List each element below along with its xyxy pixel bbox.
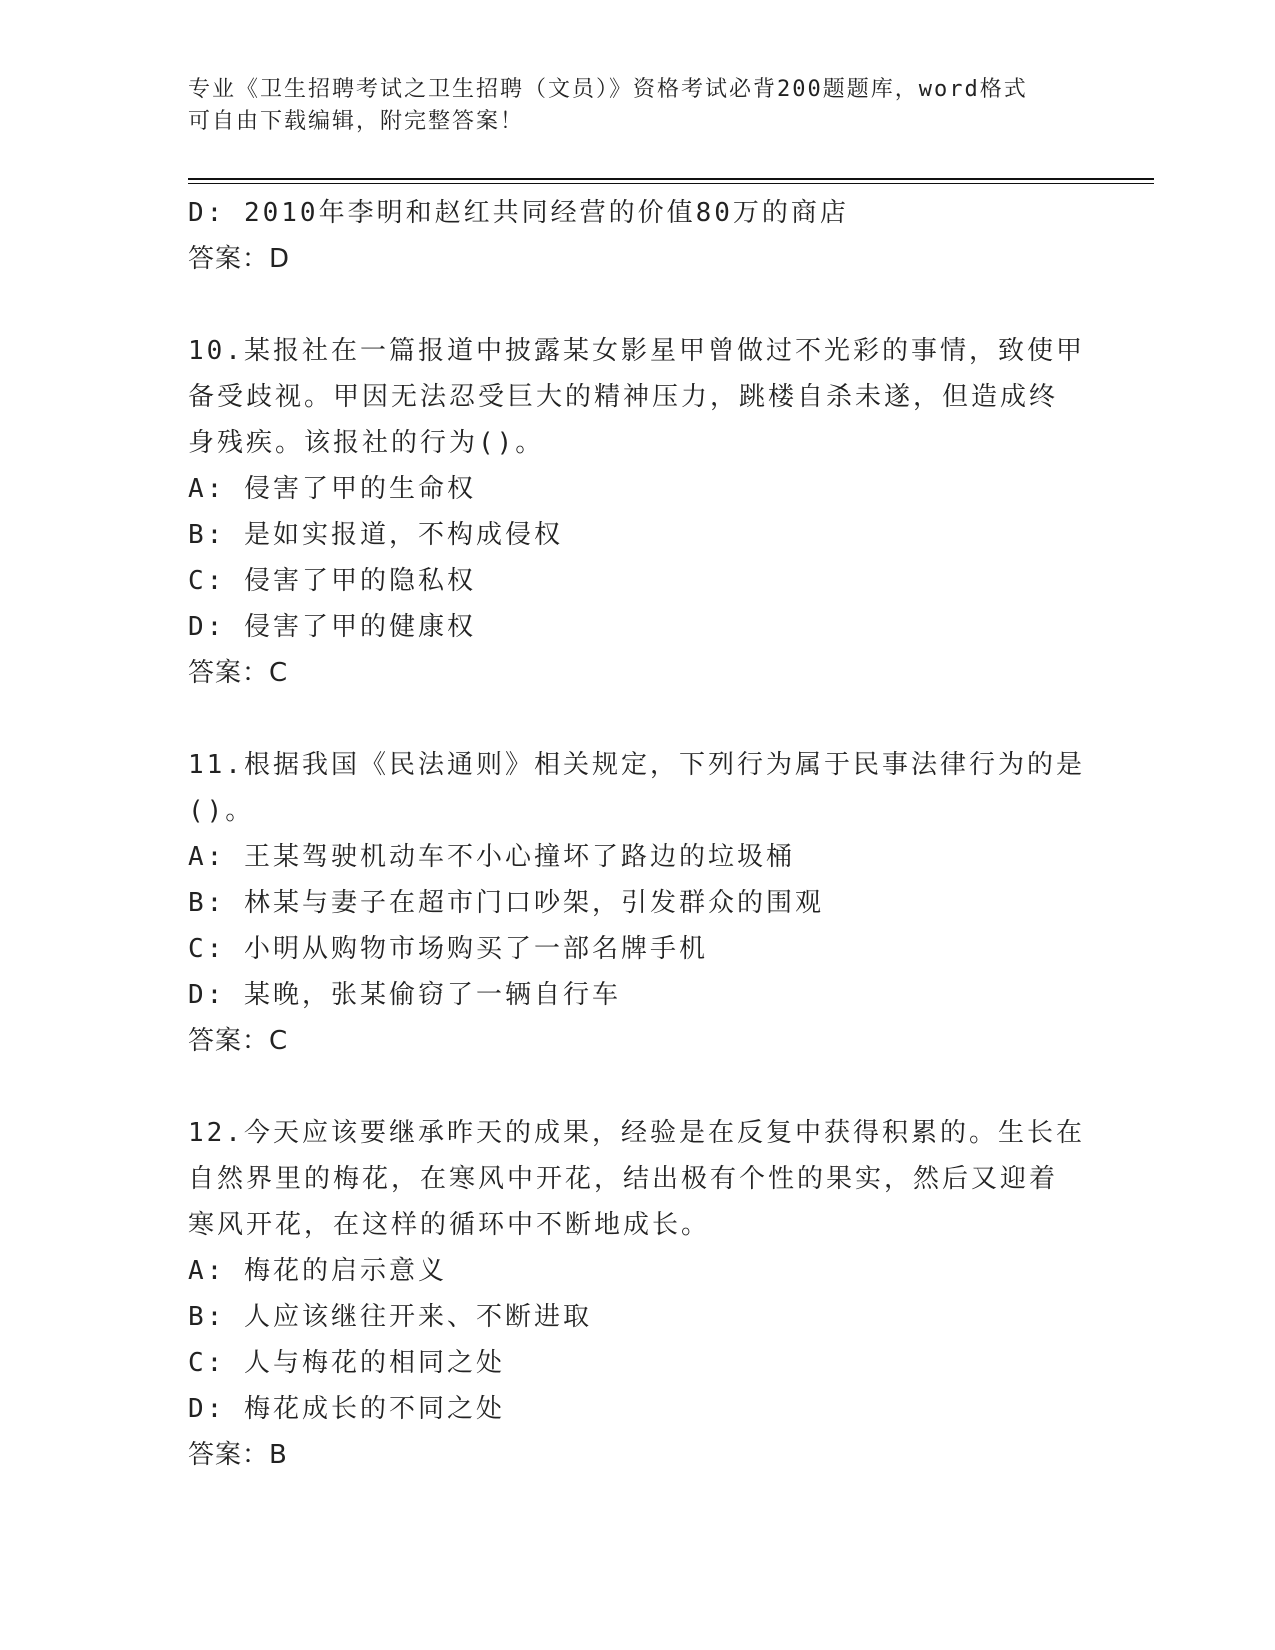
question-stem: 12.今天应该要继承昨天的成果，经验是在反复中获得积累的。生长在 <box>188 1118 1085 1148</box>
answer-line: 答案：B <box>188 1440 288 1470</box>
question-stem: 11.根据我国《民法通则》相关规定，下列行为属于民事法律行为的是 <box>188 750 1085 780</box>
question-12 <box>188 1110 1088 1478</box>
answer-line: 答案：C <box>188 1026 289 1056</box>
option-b: B: 林某与妻子在超市门口吵架，引发群众的围观 <box>188 888 824 918</box>
question-list <box>188 190 1088 1478</box>
option-a: A: 王某驾驶机动车不小心撞坏了路边的垃圾桶 <box>188 842 795 872</box>
option-c: C: 小明从购物市场购买了一部名牌手机 <box>188 934 708 964</box>
option-a: A: 梅花的启示意义 <box>188 1256 447 1286</box>
spacer <box>188 1064 1088 1110</box>
question-stem: ()。 <box>188 796 255 826</box>
option-c: C: 侵害了甲的隐私权 <box>188 566 476 596</box>
question-stem: 自然界里的梅花，在寒风中开花，结出极有个性的果实，然后又迎着 <box>188 1164 1059 1194</box>
spacer <box>188 696 1088 742</box>
option-a: A: 侵害了甲的生命权 <box>188 474 476 504</box>
header-line-1: 专业《卫生招聘考试之卫生招聘（文员）》资格考试必背200题题库，word格式 <box>188 77 1028 102</box>
question-stem: 寒风开花，在这样的循环中不断地成长。 <box>188 1210 711 1240</box>
answer-line: 答案：C <box>188 658 289 688</box>
previous-question-tail <box>188 190 1088 282</box>
question-11 <box>188 742 1088 1064</box>
option-d: D: 2010年李明和赵红共同经营的价值80万的商店 <box>188 198 849 228</box>
option-d: D: 侵害了甲的健康权 <box>188 612 476 642</box>
header-divider-thin <box>188 183 1154 184</box>
option-d: D: 梅花成长的不同之处 <box>188 1394 505 1424</box>
question-stem: 身残疾。该报社的行为()。 <box>188 428 545 458</box>
question-stem: 备受歧视。甲因无法忍受巨大的精神压力，跳楼自杀未遂，但造成终 <box>188 382 1059 412</box>
question-stem: 10.某报社在一篇报道中披露某女影星甲曾做过不光彩的事情，致使甲 <box>188 336 1085 366</box>
header-divider-thick <box>188 178 1154 180</box>
option-d: D: 某晚，张某偷窃了一辆自行车 <box>188 980 621 1010</box>
answer-line: 答案：D <box>188 244 291 274</box>
option-c: C: 人与梅花的相同之处 <box>188 1348 505 1378</box>
question-10 <box>188 328 1088 696</box>
option-b: B: 是如实报道，不构成侵权 <box>188 520 563 550</box>
option-b: B: 人应该继往开来、不断进取 <box>188 1302 592 1332</box>
header-line-2: 可自由下载编辑，附完整答案！ <box>188 109 525 134</box>
spacer <box>188 282 1088 328</box>
document-header <box>188 74 1088 138</box>
